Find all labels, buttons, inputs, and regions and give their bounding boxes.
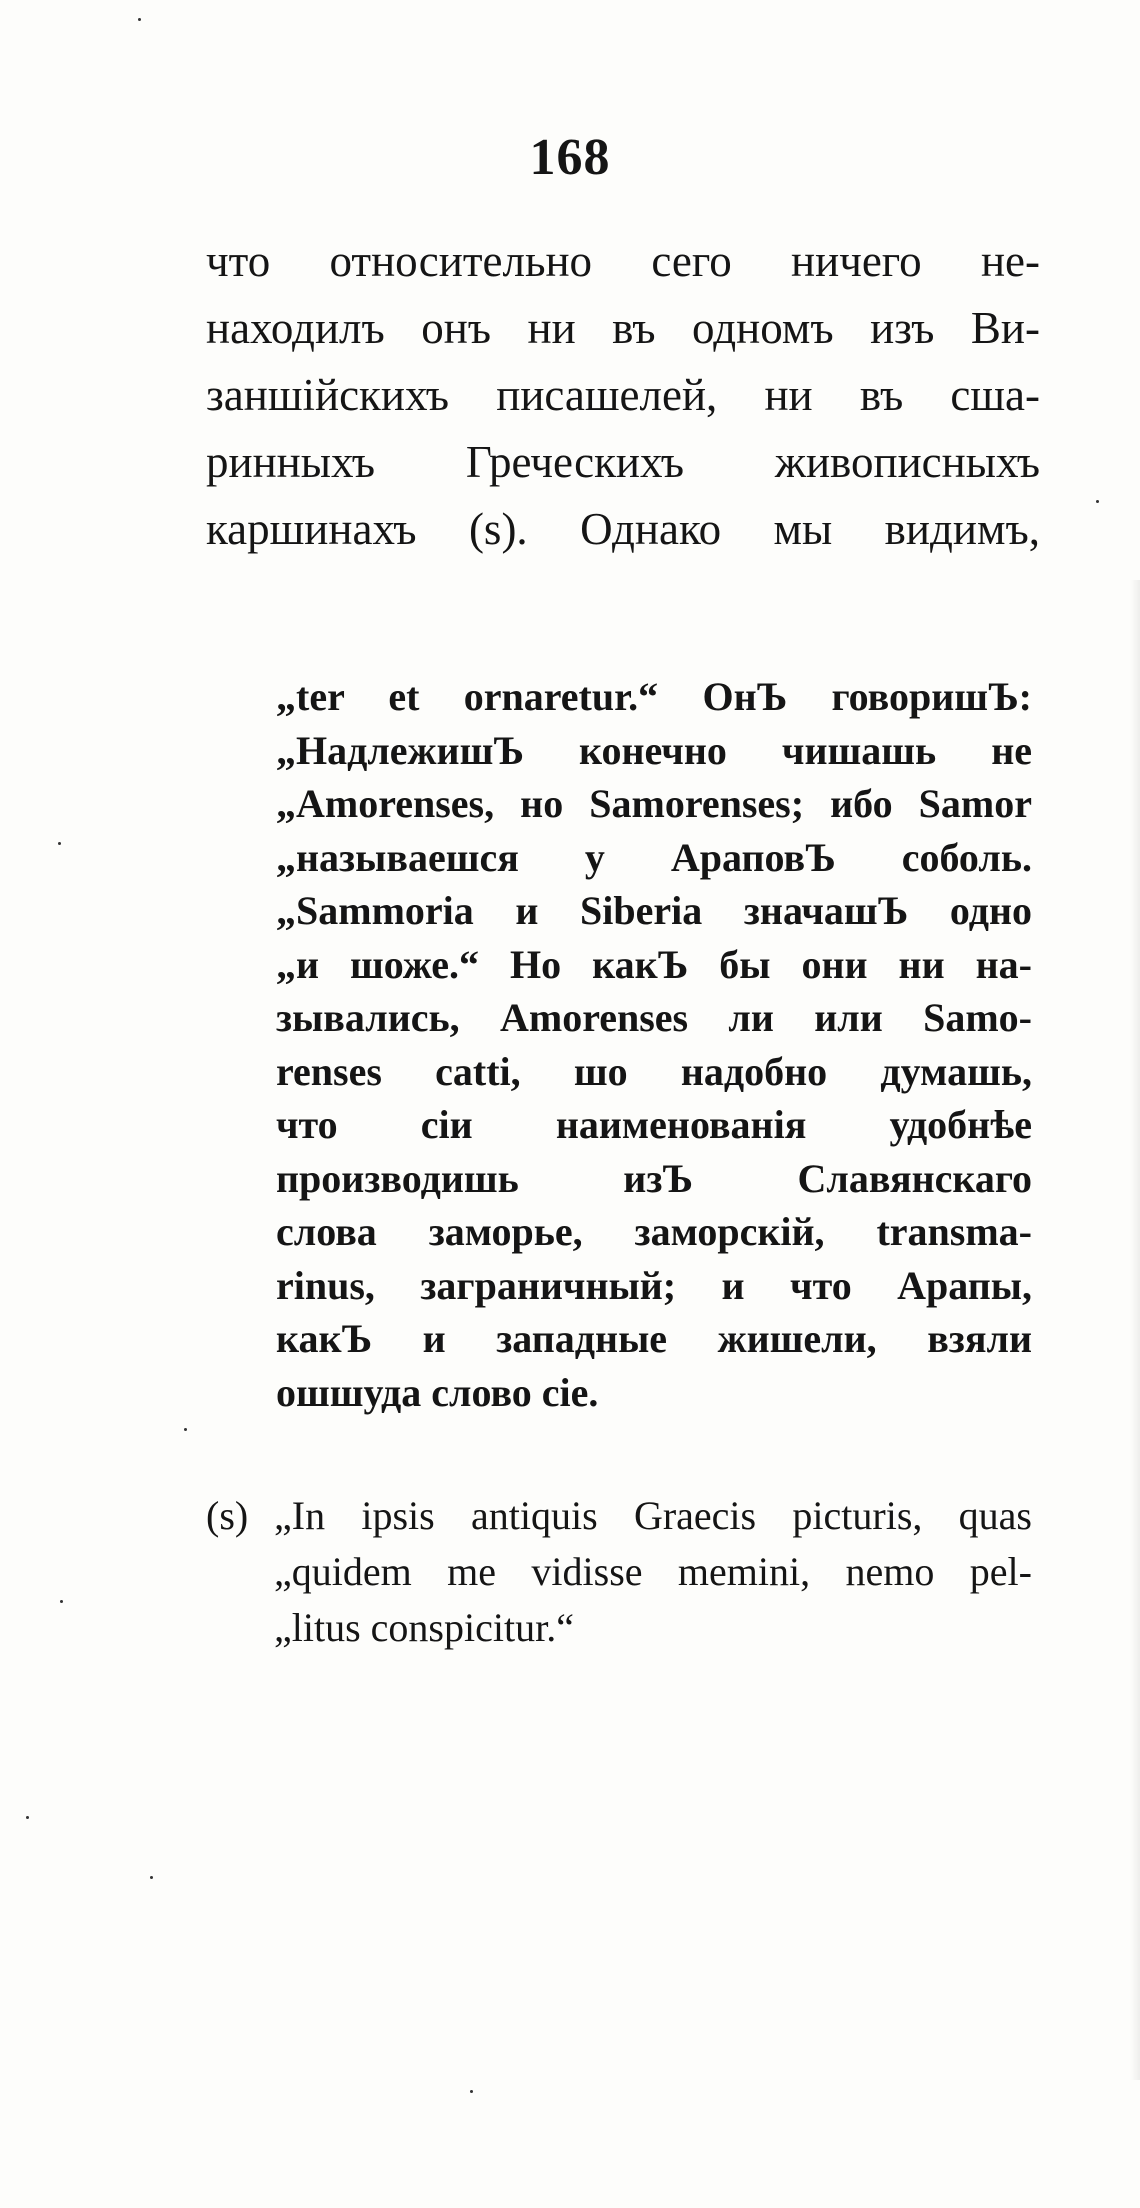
scan-speck: [150, 1876, 153, 1879]
footnote-marker: (s): [206, 1493, 249, 1538]
note-text-line: зывались, Amorenses ли или Samo-: [276, 995, 1032, 1040]
page-edge-shadow: [1130, 580, 1140, 2080]
note-text-line: „НадлежишЪ конечно чишашь не: [276, 727, 1032, 773]
note-text-line: „и шоже.“ Но какЪ бы они ни на-: [276, 941, 1032, 987]
scan-speck: [58, 842, 61, 845]
footnote-line: „litus conspicitur.“: [274, 1605, 574, 1650]
note-text-line: „ter et ornaretur.“ ОнЪ говоришЪ:: [276, 674, 1032, 719]
scan-speck: [26, 1816, 29, 1819]
note-text-line: „Amorenses, но Samorenses; ибо Samor: [276, 781, 1032, 826]
note-paragraph: [276, 670, 1032, 1419]
footnote-body: [274, 1488, 1032, 1656]
footnote-line: „In ipsis antiquis Graecis picturis, quas: [274, 1493, 1032, 1538]
main-text-line: каршинахъ (s). Однако мы видимъ,: [206, 504, 1040, 554]
main-text-line: находилъ онъ ни въ одномъ изъ Ви-: [206, 303, 1040, 353]
note-text-line: слова заморье, заморскій, transma-: [276, 1209, 1032, 1254]
main-text-line: что относительно сего ничего не-: [206, 236, 1040, 286]
main-paragraph: [206, 228, 1040, 563]
scan-speck: [184, 1428, 187, 1431]
footnote-line: „quidem me vidisse memini, nemo pel-: [274, 1549, 1032, 1594]
note-text-line: ошшуда слово сіе.: [276, 1369, 599, 1415]
scan-speck: [470, 2090, 473, 2093]
note-text-line: „Sammoria и Siberia значашЪ одно: [276, 888, 1032, 933]
note-text-line: „называешся у АраповЪ соболь.: [276, 834, 1032, 880]
main-text-line: ринныхъ Греческихъ живописныхъ: [206, 437, 1040, 487]
scan-speck: [60, 1600, 63, 1603]
page-number: 168: [529, 129, 611, 186]
main-text-line: заншійскихъ писашелей, ни въ сша-: [206, 370, 1040, 420]
note-text-line: какЪ и западные жишели, взяли: [276, 1316, 1032, 1361]
note-text-line: что сіи наименованія удобнѣе: [276, 1102, 1032, 1147]
scan-speck: [1096, 500, 1099, 503]
note-text-line: производишь изЪ Славянскаго: [276, 1155, 1032, 1201]
note-text-line: rinus, заграничный; и что Арапы,: [276, 1262, 1032, 1308]
note-text-line: renses catti, шо надобно думашь,: [276, 1048, 1032, 1094]
scan-speck: [138, 18, 141, 21]
